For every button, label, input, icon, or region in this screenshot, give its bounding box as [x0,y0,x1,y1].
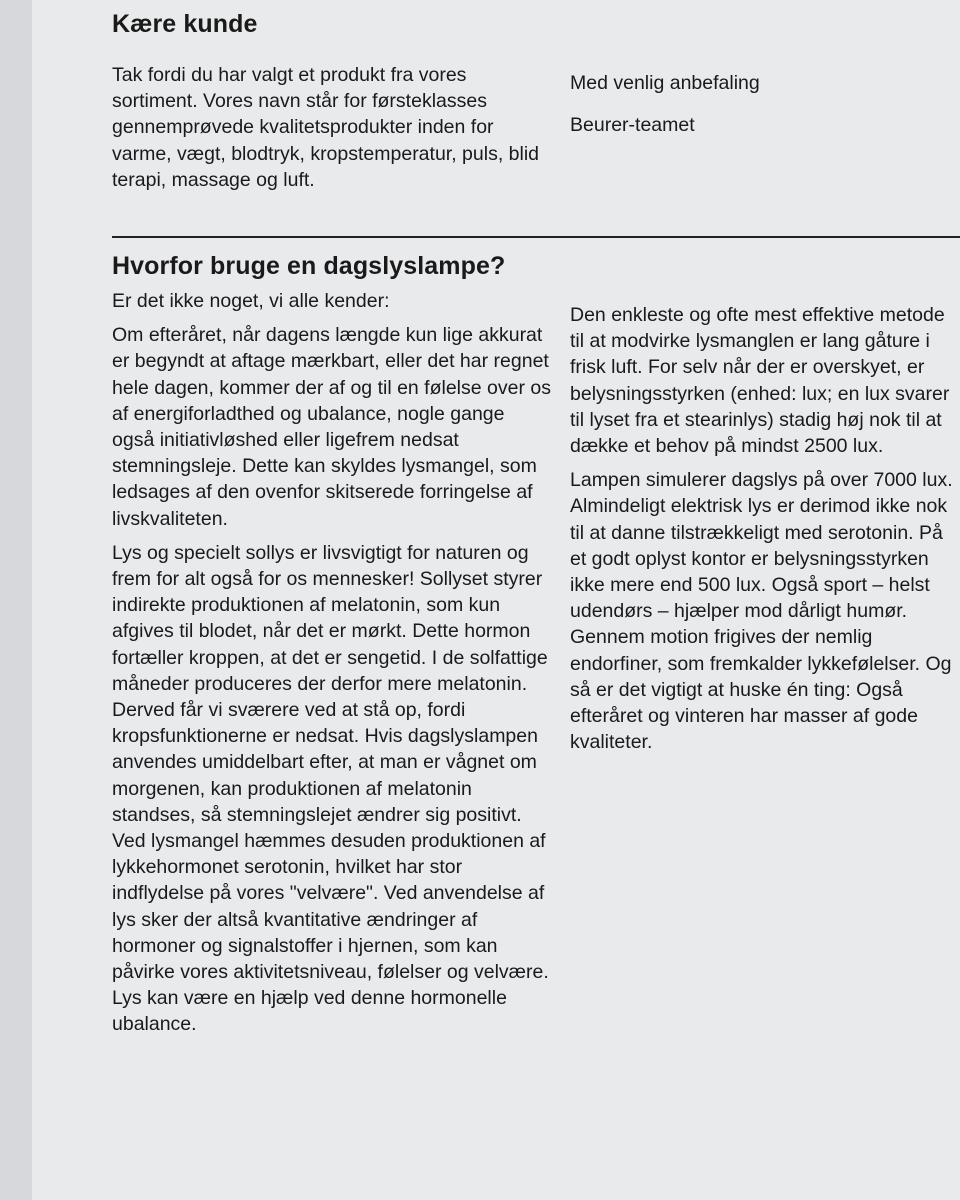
left-column [112,288,552,1046]
section-title: Hvorfor bruge en dagslyslampe? [112,252,506,280]
left-paragraph-1: Er det ikke noget, vi alle kender: [112,290,390,312]
closing-text: Med venlig anbefaling [570,72,760,94]
signature-text: Beurer-teamet [570,114,695,136]
section-divider [112,236,960,238]
greeting-title: Kære kunde [112,10,258,38]
right-paragraph-1-text: Den enkleste og ofte mest effektive metode til at modvirke lysmanglen er lang gåture i frisk luft. For selv når der er overskyet, er belysningsstyrken (enhed: lux; en lux svarer til lyset fra et stearinlys) stadig høj nok til at dække et behov på mindst 2500 lux. [570,304,950,458]
left-paragraph-3: Lys og specielt sollys er livsvigtigt for naturen og frem for alt også for os mennesker! Sollyset styrer indirekte produktionen af melatonin, som kun afgives til blodet, når det er mørkt. Dette hormon fortæller kroppen, at det er sengetid. I de solfattige måneder produceres der derfor mere melatonin. Derved får vi sværere ved at stå op, fordi kropsfunktionerne er nedsat. Hvis dagslyslampen anvendes umiddelbart efter, at man er vågnet om morgenen, kan produktionen af melatonin standses, så stemningslejet ændrer sig positivt. Ved lysmangel hæmmes desuden produktionen af lykkehormonet serotonin, hvilket har stor indflydelse på vores "velvære". Ved anvendelse af lys sker der altså kvantitative ændringer af hormoner og signalstoffer i hjernen, som kan påvirke vores aktivitetsniveau, følelser og velvære. Lys kan være en hjælp ved denne hormonelle ubalance. [112,541,549,1036]
right-column [570,302,960,763]
right-paragraph-2-text: Lampen simulerer dagslys på over 7000 lux. Almindeligt elektrisk lys er derimod ikke nok til at danne tilstrækkeligt med serotonin. På et godt oplyst kontor er belysningsstyrken ikke mere end 500 lux. Også sport – helst udendørs – hjælper mod dårligt humør. Gennem motion frigives der nemlig endorfiner, som fremkalder lykkefølelser. Og så er det vigtigt at huske én ting: Også efteråret og vinteren har masser af gode kvaliteter. [570,469,953,754]
closing-block [570,70,950,154]
page-edge [0,0,32,1200]
greeting-body: Tak fordi du har valgt et produkt fra vores sortiment. Vores navn står for førsteklasses gennemprøvede kvalitetsprodukter inden for varme, vægt, blodtryk, kropstemperatur, puls, blid terapi, massage og luft. [112,64,540,191]
right-paragraph-1 [570,302,960,459]
greeting-body-block [112,62,542,193]
right-paragraph-2 [570,467,960,755]
left-paragraph-2: Om efteråret, når dagens længde kun lige akkurat er begyndt at aftage mærkbart, eller det har regnet hele dagen, kommer der af og til en følelse over os af energiforladthed og ubalance, nogle gange også initiativløshed eller ligefrem nedsat stemningsleje. Dette kan skyldes lysmangel, som ledsages af den ovenfor skitserede forringelse af livskvaliteten. [112,324,551,530]
